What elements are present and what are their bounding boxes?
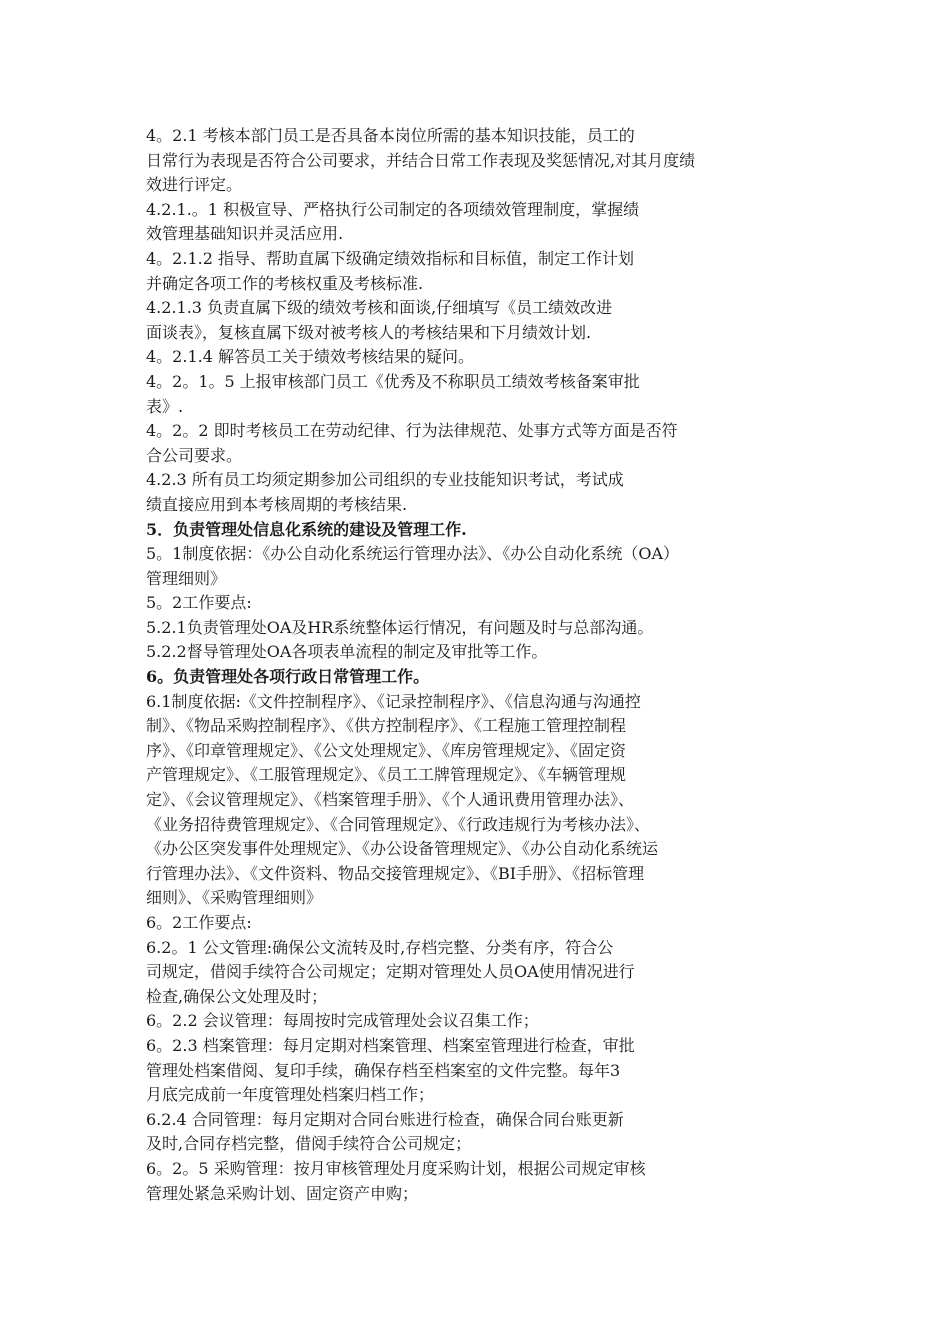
paragraph-line: 6.2.4 合同管理：每月定期对合同台账进行检查，确保合同台账更新: [146, 1109, 624, 1129]
paragraph-line: 管理处紧急采购计划、固定资产申购；: [146, 1183, 419, 1203]
paragraph-line: 5.2.1负责管理处OA及HR系统整体运行情况，有问题及时与总部沟通。: [146, 617, 654, 637]
paragraph-line: 绩直接应用到本考核周期的考核结果.: [146, 494, 408, 514]
paragraph-line: 制》、《物品采购控制程序》、《供方控制程序》、《工程施工管理控制程: [146, 716, 627, 736]
paragraph-line: 5。2工作要点:: [146, 593, 252, 613]
paragraph-line: 定》、《会议管理规定》、《档案管理手册》、《个人通讯费用管理办法》、: [146, 790, 635, 810]
paragraph-line: 6。2.3 档案管理：每月定期对档案管理、档案室管理进行检查，审批: [146, 1035, 635, 1055]
paragraph-line: 司规定，借阅手续符合公司规定；定期对管理处人员OA使用情况进行: [146, 962, 635, 982]
paragraph-line: 4。2.1.2 指导、帮助直属下级确定绩效指标和目标值，制定工作计划: [146, 248, 634, 268]
paragraph-line: 4。2.1.4 解答员工关于绩效考核结果的疑问。: [146, 347, 474, 367]
paragraph-line: 及时,合同存档完整，借阅手续符合公司规定；: [146, 1134, 472, 1154]
paragraph-line: 4。2。1。5 上报审核部门员工《优秀及不称职员工绩效考核备案审批: [146, 371, 640, 391]
paragraph-line: 行管理办法》、《文件资料、物品交接管理规定》、《BI手册》、《招标管理: [146, 863, 645, 883]
paragraph-line: 检查,确保公文处理及时；: [146, 986, 328, 1006]
paragraph-line: 面谈表》，复核直属下级对被考核人的考核结果和下月绩效计划.: [146, 322, 592, 342]
paragraph-line: 效进行评定。: [146, 175, 243, 195]
paragraph-line: 6.1制度依据:《文件控制程序》、《记录控制程序》、《信息沟通与沟通控: [146, 691, 641, 711]
paragraph-line: 管理细则》: [146, 568, 227, 588]
paragraph-line: 并确定各项工作的考核权重及考核标准.: [146, 273, 424, 293]
paragraph-line: 合公司要求。: [146, 445, 243, 465]
paragraph-line: 6。2工作要点:: [146, 913, 252, 932]
paragraph-line: 4。2.1 考核本部门员工是否具备本岗位所需的基本知识技能，员工的: [146, 126, 635, 145]
paragraph-line: 产管理规定》、《工服管理规定》、《员工工牌管理规定》、《车辆管理规: [146, 765, 627, 785]
paragraph-line: 序》、《印章管理规定》、《公文处理规定》、《库房管理规定》、《固定资: [146, 740, 627, 760]
paragraph-line: 4。2。2 即时考核员工在劳动纪律、行为法律规范、处事方式等方面是否符: [146, 421, 678, 441]
paragraph-line: 效管理基础知识并灵活应用.: [146, 224, 344, 244]
paragraph-line: 日常行为表现是否符合公司要求，并结合日常工作表现及奖惩情况,对其月度绩: [146, 150, 696, 170]
paragraph-line: 4.2.1.。1 积极宣导、严格执行公司制定的各项绩效管理制度，掌握绩: [146, 199, 640, 219]
paragraph-line: 5。1制度依据：《办公自动化系统运行管理办法》、《办公自动化系统（OA）: [146, 544, 680, 564]
paragraph-line: 月底完成前一年度管理处档案归档工作；: [146, 1085, 435, 1105]
section-heading-line: 5．负责管理处信息化系统的建设及管理工作.: [146, 519, 467, 539]
paragraph-line: 表》.: [146, 396, 184, 416]
document-page: [146, 124, 826, 1206]
paragraph-line: 4.2.3 所有员工均须定期参加公司组织的专业技能知识考试，考试成: [146, 470, 624, 490]
paragraph-line: 细则》、《采购管理细则》: [146, 888, 323, 908]
paragraph-line: 4.2.1.3 负责直属下级的绩效考核和面谈,仔细填写《员工绩效改进: [146, 298, 613, 318]
paragraph-line: 5.2.2督导管理处OA各项表单流程的制定及审批等工作。: [146, 642, 548, 662]
section-heading-line: 6。负责管理处各项行政日常管理工作。: [146, 667, 430, 687]
paragraph-line: 管理处档案借阅、复印手续，确保存档至档案室的文件完整。每年3: [146, 1060, 621, 1080]
paragraph-line: 《办公区突发事件处理规定》、《办公设备管理规定》、《办公自动化系统运: [146, 839, 659, 859]
paragraph-line: 《业务招待费管理规定》、《合同管理规定》、《行政违规行为考核办法》、: [146, 814, 651, 834]
paragraph-line: 6.2。1 公文管理:确保公文流转及时,存档完整、分类有序，符合公: [146, 937, 614, 957]
paragraph-line: 6。2。5 采购管理：按月审核管理处月度采购计划，根据公司规定审核: [146, 1158, 646, 1178]
paragraph-line: 6。2.2 会议管理：每周按时完成管理处会议召集工作；: [146, 1011, 539, 1031]
